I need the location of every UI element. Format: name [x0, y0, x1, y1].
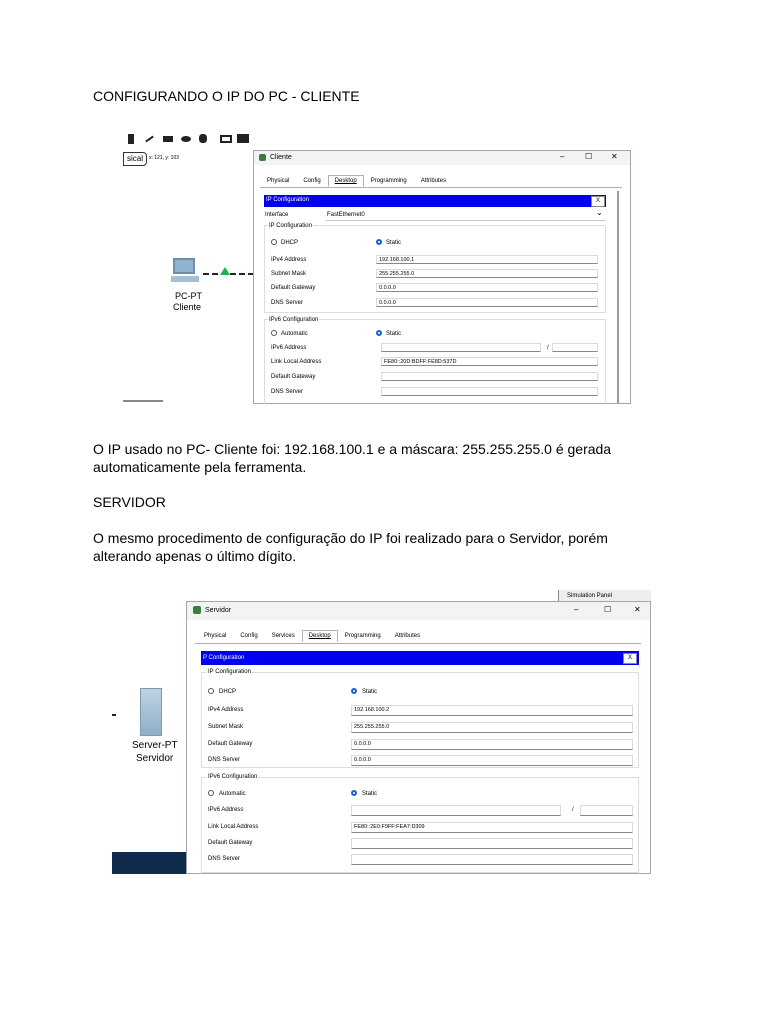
- envelope-icon[interactable]: [220, 135, 232, 143]
- tab-config[interactable]: Config: [240, 633, 258, 639]
- screenshot-servidor: [112, 590, 651, 874]
- tab-desktop[interactable]: Desktop: [328, 175, 364, 187]
- dns-server-label: DNS Server: [208, 757, 241, 763]
- line-tool-icon[interactable]: [145, 136, 154, 143]
- open-envelope-icon[interactable]: [237, 134, 249, 143]
- ipv6-static-radio[interactable]: [351, 790, 357, 796]
- static-radio[interactable]: [376, 239, 382, 245]
- ipv4-address-field[interactable]: 192.168.100.1: [376, 255, 598, 264]
- default-gateway-label: Default Gateway: [208, 741, 253, 747]
- tab-config[interactable]: Config: [303, 178, 321, 184]
- tab-programming[interactable]: Programming: [344, 633, 381, 639]
- interface-label: Interface: [265, 212, 289, 218]
- dns-server-field[interactable]: 0.0.0.0: [351, 755, 633, 766]
- maximize-button[interactable]: ☐: [585, 152, 593, 161]
- minimize-button[interactable]: –: [560, 152, 565, 161]
- subnet-mask-label: Subnet Mask: [208, 724, 244, 730]
- ipv6-prefix-field[interactable]: [580, 805, 633, 816]
- close-button[interactable]: ✕: [611, 152, 618, 161]
- ellipse-tool-icon[interactable]: [181, 136, 191, 142]
- rectangle-tool-icon[interactable]: [163, 136, 173, 142]
- device-type-label: Server-PT: [132, 740, 178, 751]
- toolbar: [123, 128, 631, 150]
- ipv6-address-label: IPv6 Address: [208, 807, 244, 813]
- device-tabs: [260, 175, 453, 187]
- coordinates-readout: x: 121, y: 103: [149, 155, 180, 161]
- tab-physical[interactable]: Physical: [267, 178, 290, 184]
- ipv6-static-radio[interactable]: [376, 330, 382, 336]
- ipv6-address-label: IPv6 Address: [271, 345, 307, 351]
- link-local-label: Link Local Address: [271, 359, 322, 365]
- ipv6-gateway-field[interactable]: [381, 372, 598, 381]
- ipv6-automatic-radio[interactable]: [271, 330, 277, 336]
- ipv6-dns-label: DNS Server: [208, 856, 241, 862]
- dhcp-radio[interactable]: [271, 239, 277, 245]
- tab-attributes[interactable]: Attributes: [394, 633, 421, 639]
- ipv6-prefix-field[interactable]: [552, 343, 598, 352]
- device-window-servidor: [186, 601, 651, 874]
- dns-server-label: DNS Server: [271, 300, 304, 306]
- ip-configuration-header: P Configuration: [201, 651, 639, 665]
- window-title: Servidor: [205, 607, 232, 614]
- freeform-tool-icon[interactable]: [199, 134, 207, 143]
- interface-select[interactable]: FastEthernet0: [327, 212, 365, 218]
- interface-underline: [326, 220, 606, 221]
- tab-attributes[interactable]: Attributes: [420, 178, 447, 184]
- tab-services[interactable]: Services: [271, 633, 295, 639]
- tab-divider: [260, 187, 622, 188]
- ipv6-group-title: IPv6 Configuration: [208, 774, 258, 780]
- default-gateway-label: Default Gateway: [271, 285, 316, 291]
- device-window-cliente: [253, 150, 631, 404]
- ipv6-gateway-label: Default Gateway: [271, 374, 316, 380]
- window-scrollbar[interactable]: [617, 191, 619, 403]
- window-titlebar[interactable]: [187, 602, 650, 620]
- subnet-mask-field[interactable]: 255.255.255.0: [376, 269, 598, 278]
- simulation-panel-label: Simulation Panel: [567, 593, 613, 599]
- prefix-separator: /: [547, 345, 549, 351]
- ipv6-automatic-label: Automatic: [219, 791, 246, 797]
- screenshot-cliente: [123, 128, 631, 404]
- maximize-button[interactable]: ☐: [604, 605, 612, 614]
- device-name-label: Servidor: [136, 753, 174, 764]
- device-name-label: Cliente: [173, 302, 202, 312]
- paragraph-servidor-ip: O mesmo procedimento de configuração do IP foi realizado para o Servidor, porém alterando apenas o último dígito.: [93, 530, 608, 564]
- ipv6-group-title: IPv6 Configuration: [269, 317, 319, 323]
- tab-physical[interactable]: Physical: [204, 633, 227, 639]
- ipv6-gateway-label: Default Gateway: [208, 840, 253, 846]
- ipv6-dns-field[interactable]: [381, 387, 598, 396]
- pc-icon[interactable]: [171, 258, 199, 286]
- ipv6-static-label: Static: [386, 331, 402, 337]
- dns-server-field[interactable]: 0.0.0.0: [376, 298, 598, 307]
- app-icon: [193, 606, 201, 614]
- ipv4-address-field[interactable]: 192.168.100.2: [351, 705, 633, 716]
- subnet-mask-label: Subnet Mask: [271, 271, 307, 277]
- chevron-down-icon[interactable]: ⌄: [596, 208, 603, 217]
- note-icon[interactable]: [128, 134, 134, 144]
- paragraph-cliente-ip: O IP usado no PC- Cliente foi: 192.168.100.1 e a máscara: 255.255.255.0 é gerada automaticamente pela ferramenta.: [93, 441, 612, 475]
- link-local-field[interactable]: FE80::20D:BDFF:FE8D:537D: [381, 357, 598, 366]
- static-label: Static: [362, 689, 378, 695]
- physical-mode-tab[interactable]: sical: [123, 152, 147, 166]
- minimize-button[interactable]: –: [574, 605, 579, 614]
- link-local-label: Link Local Address: [208, 824, 259, 830]
- window-title: Cliente: [270, 154, 292, 161]
- workspace-canvas[interactable]: [123, 150, 253, 404]
- section-heading-servidor: SERVIDOR: [93, 494, 166, 510]
- default-gateway-field[interactable]: 0.0.0.0: [351, 739, 633, 750]
- ip-config-close-button[interactable]: X: [623, 653, 637, 664]
- ipv4-group-title: IP Configuration: [269, 223, 312, 229]
- static-radio[interactable]: [351, 688, 357, 694]
- close-button[interactable]: ✕: [634, 605, 641, 614]
- default-gateway-field[interactable]: 0.0.0.0: [376, 283, 598, 292]
- prefix-separator: /: [572, 807, 574, 813]
- simulation-panel[interactable]: [558, 590, 651, 601]
- connection-cable: [112, 714, 116, 716]
- dhcp-label: DHCP: [219, 689, 237, 695]
- link-status-icon: [220, 267, 230, 275]
- ipv4-address-label: IPv4 Address: [271, 257, 307, 263]
- ip-config-close-button[interactable]: X: [591, 196, 605, 207]
- ipv4-group: [201, 672, 639, 768]
- tab-desktop[interactable]: Desktop: [302, 630, 338, 642]
- window-titlebar[interactable]: [254, 151, 630, 165]
- workspace-tab-bar: [123, 152, 253, 164]
- dhcp-radio[interactable]: [208, 688, 214, 694]
- device-type-label: PC-PT: [175, 291, 202, 301]
- ipv6-dns-field[interactable]: [351, 854, 633, 865]
- ipv4-address-label: IPv4 Address: [208, 707, 244, 713]
- ipv6-automatic-radio[interactable]: [208, 790, 214, 796]
- ipv6-dns-label: DNS Server: [271, 389, 304, 395]
- subnet-mask-field[interactable]: 255.255.255.0: [351, 722, 633, 733]
- ipv6-automatic-label: Automatic: [281, 331, 308, 337]
- static-label: Static: [386, 240, 402, 246]
- dhcp-label: DHCP: [281, 240, 299, 246]
- ipv4-group-title: IP Configuration: [208, 669, 251, 675]
- section-heading-cliente: CONFIGURANDO O IP DO PC - CLIENTE: [93, 88, 360, 104]
- taskbar-strip: [112, 852, 187, 874]
- tab-divider: [195, 643, 641, 644]
- tab-programming[interactable]: Programming: [370, 178, 407, 184]
- device-tabs: [197, 630, 427, 642]
- app-icon: [259, 154, 266, 161]
- ipv6-static-label: Static: [362, 791, 378, 797]
- link-local-field[interactable]: FE80::2E0:F9FF:FEA7:D309: [351, 822, 633, 833]
- ipv6-gateway-field[interactable]: [351, 838, 633, 849]
- ip-configuration-header: IP Configuration: [264, 195, 606, 207]
- ipv6-address-field[interactable]: [351, 805, 561, 816]
- ipv6-address-field[interactable]: [381, 343, 541, 352]
- canvas-scrollbar[interactable]: [123, 400, 163, 402]
- server-icon[interactable]: [140, 688, 162, 736]
